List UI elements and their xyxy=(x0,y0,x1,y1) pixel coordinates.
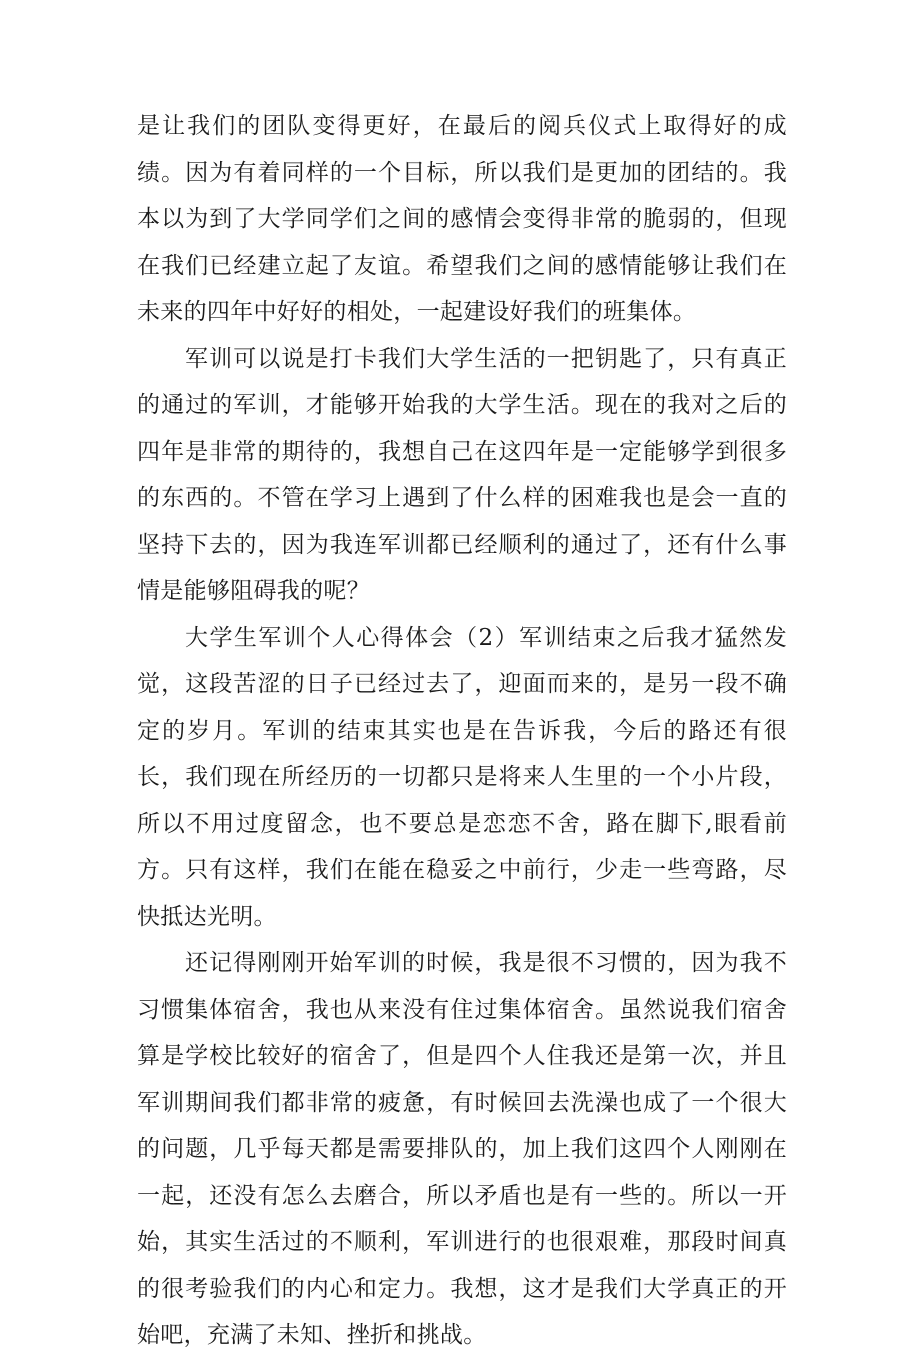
document-body xyxy=(137,103,787,1359)
paragraph: 还记得刚刚开始军训的时候，我是很不习惯的，因为我不习惯集体宿舍，我也从来没有住过集体宿舍。虽然说我们宿舍算是学校比较好的宿舍了，但是四个人住我还是第一次，并且军训期间我们都非常的疲惫，有时候回去洗澡也成了一个很大的问题，几乎每天都是需要排队的，加上我们这四个人刚刚在一起，还没有怎么去磨合，所以矛盾也是有一些的。所以一开始，其实生活过的不顺利，军训进行的也很艰难，那段时间真的很考验我们的内心和定力。我想，这才是我们大学真正的开始吧，充满了未知、挫折和挑战。 xyxy=(137,950,787,1348)
paragraph-continued: 是让我们的团队变得更好，在最后的阅兵仪式上取得好的成绩。因为有着同样的一个目标，所以我们是更加的团结的。我本以为到了大学同学们之间的感情会变得非常的脆弱的，但现在我们已经建立起了友谊。希望我们之间的感情能够让我们在未来的四年中好好的相处，一起建设好我们的班集体。 xyxy=(137,113,787,325)
paragraph: 大学生军训个人心得体会（2）军训结束之后我才猛然发觉，这段苦涩的日子已经过去了，迎面而来的，是另一段不确定的岁月。军训的结束其实也是在告诉我，今后的路还有很长，我们现在所经历的一切都只是将来人生里的一个小片段，所以不用过度留念，也不要总是恋恋不舍，路在脚下,眼看前方。只有这样，我们在能在稳妥之中前行，少走一些弯路，尽快抵达光明。 xyxy=(137,624,787,930)
paragraph: 军训可以说是打卡我们大学生活的一把钥匙了，只有真正的通过的军训，才能够开始我的大学生活。现在的我对之后的四年是非常的期待的，我想自己在这四年是一定能够学到很多的东西的。不管在学习上遇到了什么样的困难我也是会一直的坚持下去的，因为我连军训都已经顺利的通过了，还有什么事情是能够阻碍我的呢？ xyxy=(137,345,787,604)
